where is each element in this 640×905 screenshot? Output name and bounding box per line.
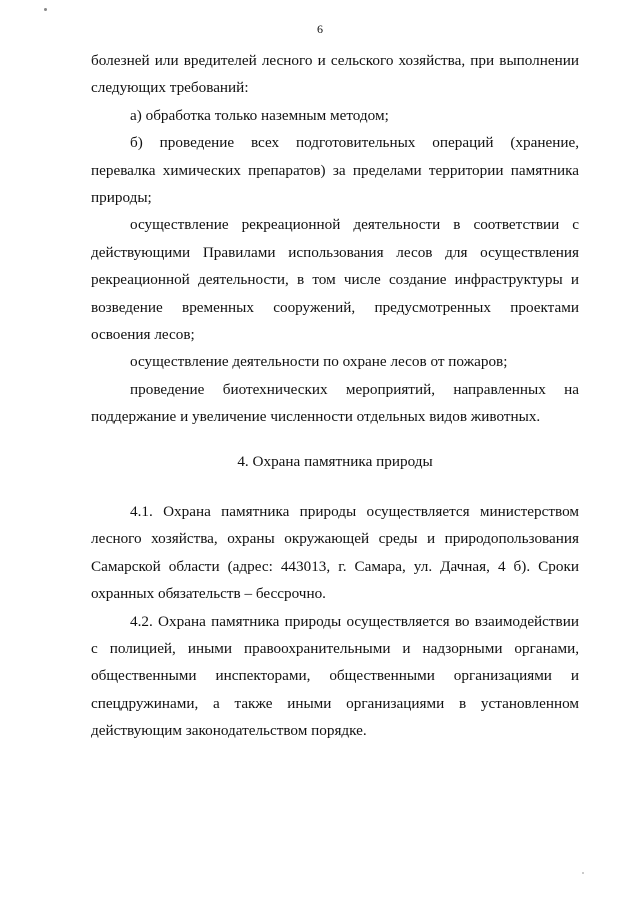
document-body	[91, 47, 579, 431]
paragraph-biotechnical: проведение биотехнических мероприятий, направленных на поддержание и увеличение численности отдельных видов животных.	[91, 380, 579, 426]
paragraph-item-b: б) проведение всех подготовительных операций (хранение, перевалка химических препаратов) за пределами территории памятника природы;	[91, 134, 579, 207]
scan-speck	[44, 8, 47, 11]
paragraph-fire-protection: осуществление деятельности по охране лесов от пожаров;	[130, 353, 508, 371]
paragraph-recreation: осуществление рекреационной деятельности в соответствии с действующими Правилами использования лесов для осуществления рекреационной деятельности, в том числе создание инфраструктуры и возведение временных сооружений, предусмотренных проектами освоения лесов;	[91, 216, 579, 344]
paragraph-item-a: а) обработка только наземным методом;	[130, 106, 389, 124]
paragraph-continuation: болезней или вредителей лесного и сельского хозяйства, при выполнении следующих требований:	[91, 52, 579, 97]
paragraph-4-1: 4.1. Охрана памятника природы осуществляется министерством лесного хозяйства, охраны окружающей среды и природопользования Самарской области (адрес: 443013, г. Самара, ул. Дачная, 4 б). Сроки охранных обязательств – бессрочно.	[91, 503, 579, 603]
section-body	[91, 498, 579, 745]
section-heading: 4. Охрана памятника природы	[237, 453, 433, 470]
page-number: 6	[317, 22, 323, 36]
scan-speck	[582, 872, 584, 874]
paragraph-4-2: 4.2. Охрана памятника природы осуществляется во взаимодействии с полицией, иными правоохранительными и надзорными органами, общественными инспекторами, общественными организациями и спецдружинами, а также иными организациями в установленном действующим законодательством порядке.	[91, 612, 579, 740]
